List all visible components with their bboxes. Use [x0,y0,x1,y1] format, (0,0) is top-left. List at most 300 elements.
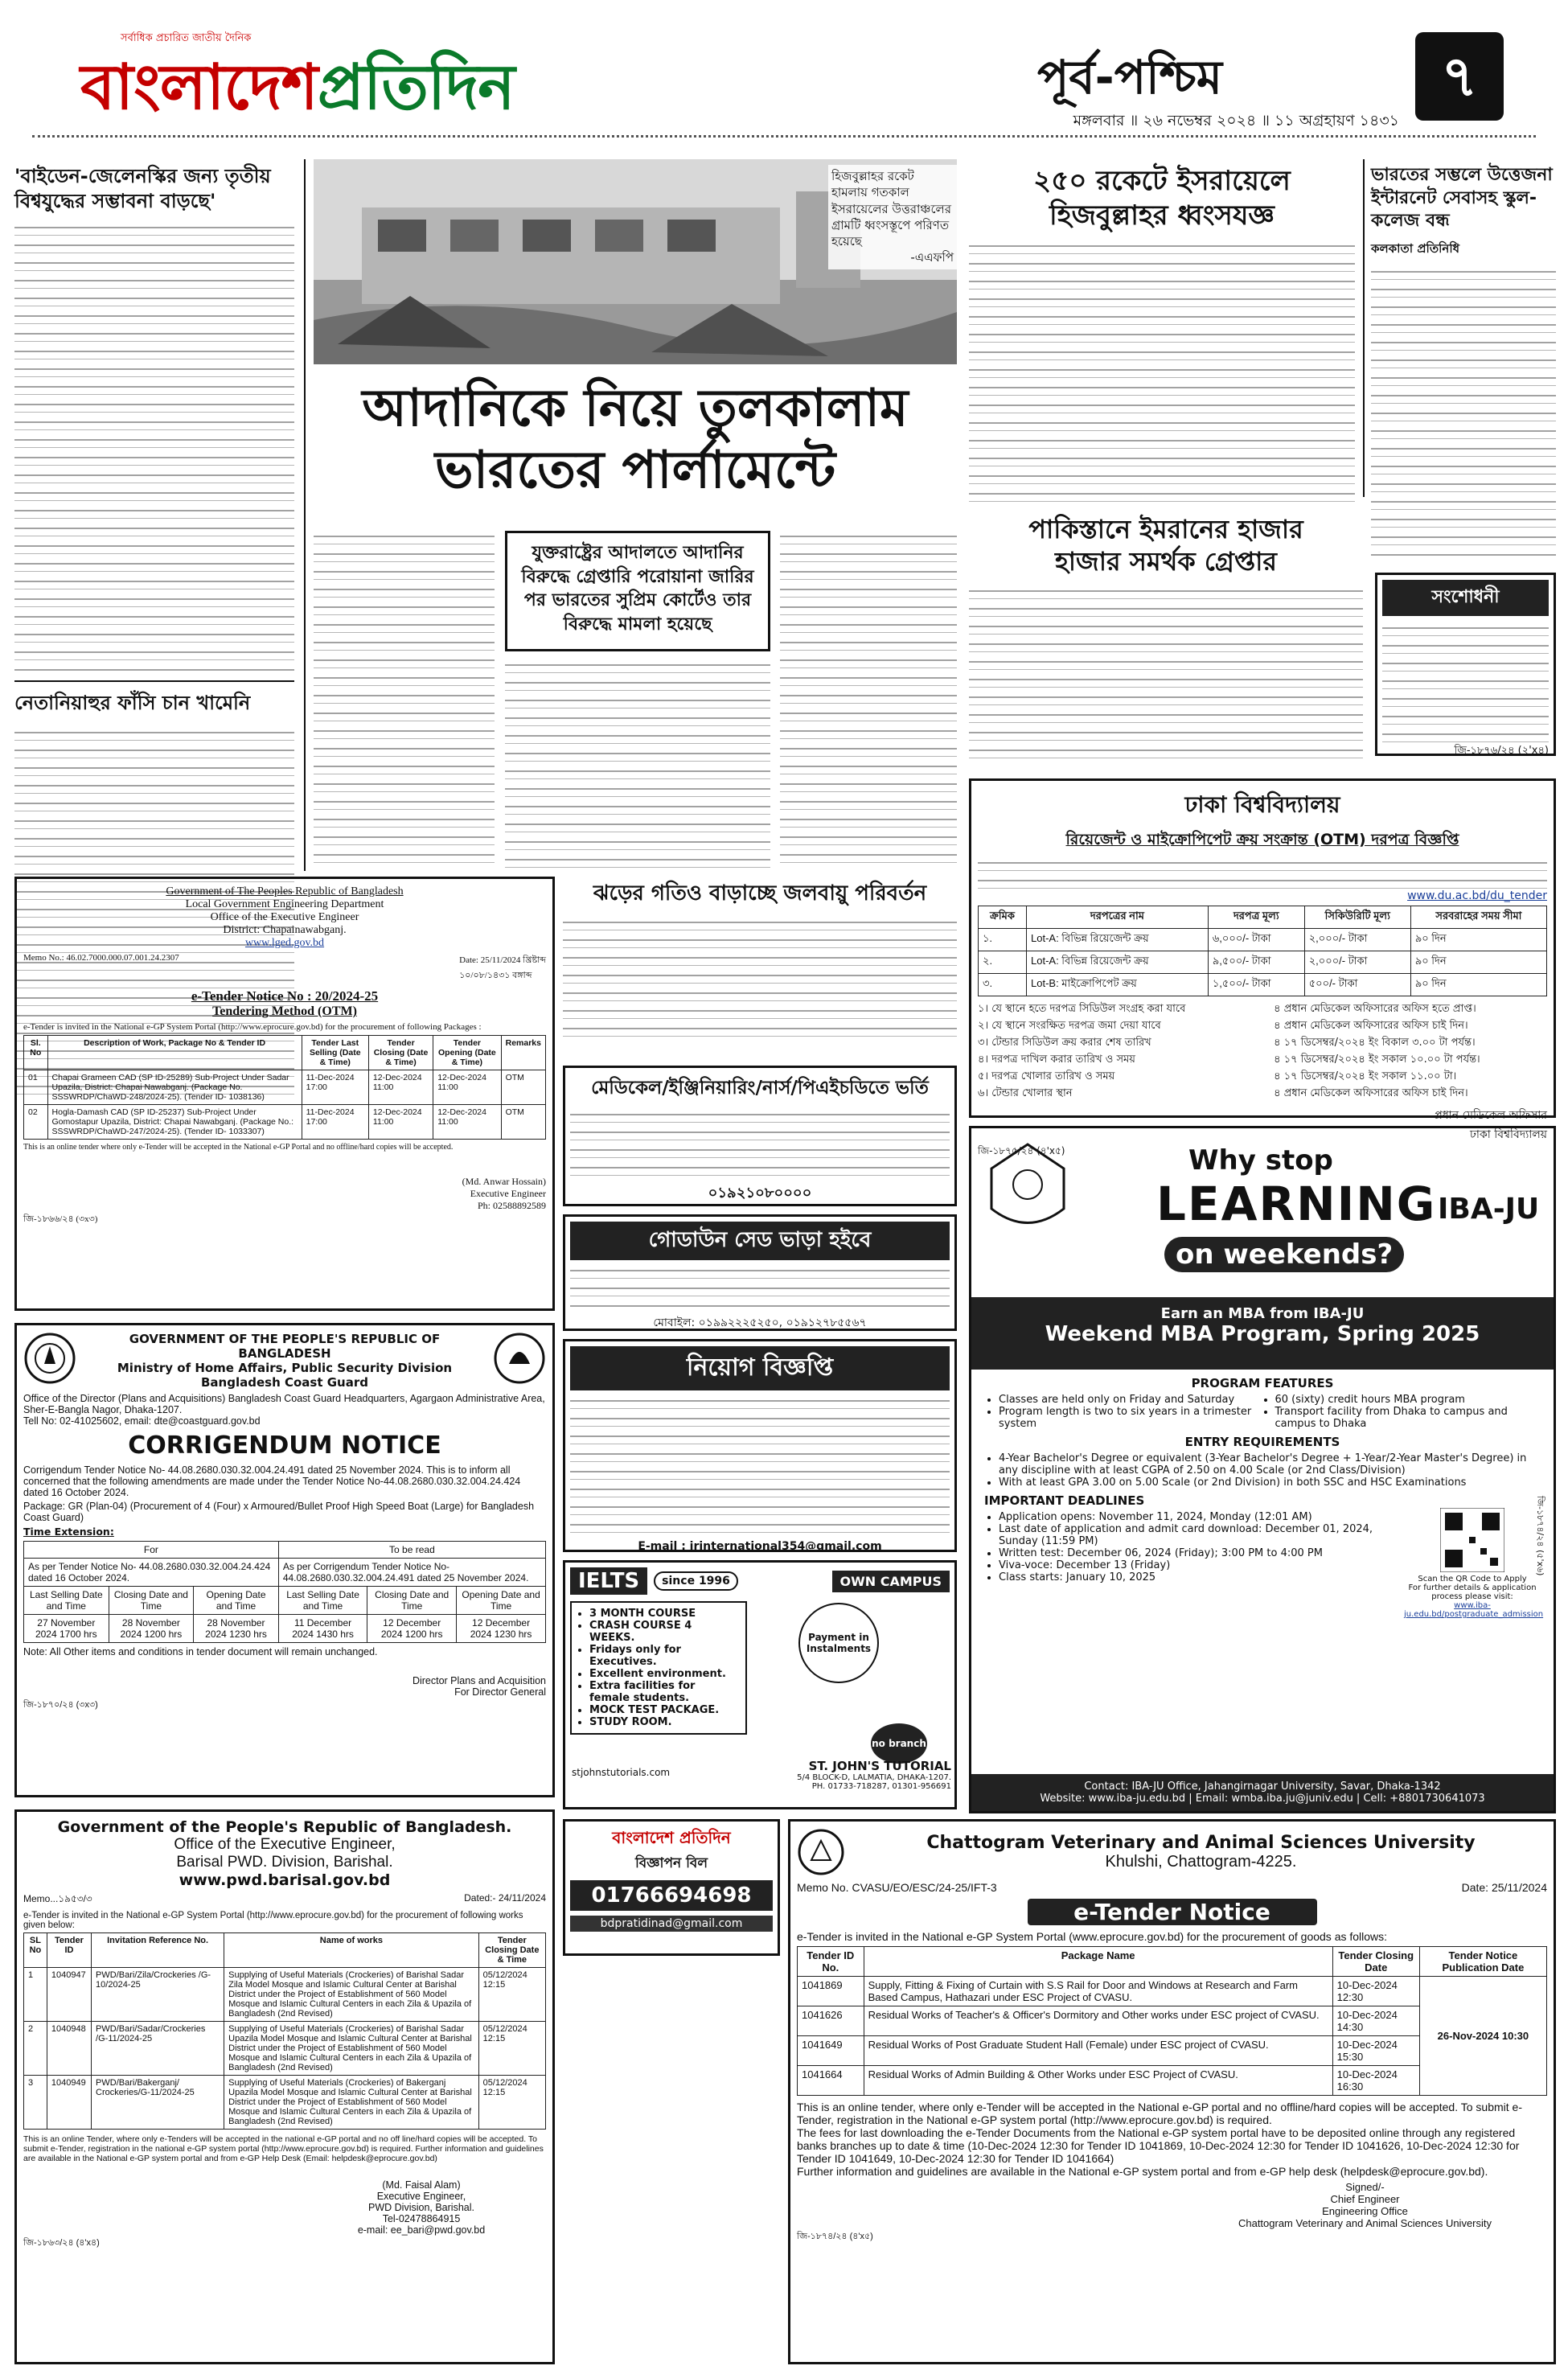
table-cell: ৯০ দিন [1410,951,1546,974]
lged-tender-notice [14,877,555,1311]
table-cell: Supplying of Useful Materials (Crockeries) of Barishal Sadar Upazila Model Mosque and Islamic Cultural Center at Barishal District under the Project of Establishment of 560 Model Mosque and Islamic Cultural Centers in each Zila & Upazila of Bangladesh (2nd Revised) [224,2022,479,2076]
table-header: Tender Closing (Date & Time) [368,1036,433,1070]
table-cell: 1040949 [47,2076,91,2130]
godown-ad [563,1214,957,1331]
dateline: মঙ্গলবার ॥ ২৬ নভেম্বর ২০২৪ ॥ ১১ অগ্রহায়ণ ১৪৩১ [1073,112,1399,129]
logo-part-b: প্রতিদিন [317,51,515,124]
table-header: Remarks [501,1036,545,1070]
table-header: SL No [24,1933,47,1968]
cvasu-location: Khulshi, Chattogram-4225. [1105,1853,1297,1871]
lged-signer-block [23,1176,546,1212]
table-cell: ১. [979,929,1027,951]
coastguard-tel: Tell No: 02-41025602, email: dte@coastguard.gov.bd [23,1415,261,1427]
table-cell: 1040947 [47,1968,91,2022]
lged-table [23,1035,546,1140]
iba-feature: • Program length is two to six years in a trimester system [999,1406,1265,1430]
du-signer-org: ঢাকা বিশ্ববিদ্যালয় [1469,1128,1547,1141]
adani-headline-2: ভারতের পার্লামেন্টে [434,440,836,500]
table-cell: 10-Dec-2024 15:30 [1332,2036,1419,2066]
table-cell: 10-Dec-2024 16:30 [1332,2066,1419,2096]
photo-credit: -এএফপি [910,250,954,265]
cvasu-signer2: Engineering Office [1322,2205,1408,2217]
coastguard-package: Package: GR (Plan-04) (Procurement of 4 (Four) x Armoured/Bullet Proof High Speed Boat (Large) for Bangladesh Coast Guard) [23,1501,535,1523]
table-header: Description of Work, Package No & Tender ID [47,1036,302,1070]
du-schedule [978,1001,1547,1103]
du-title: ঢাকা বিশ্ববিদ্যালয় [1184,791,1340,818]
bp-classified-label: বিজ্ঞাপন বিল [634,1855,708,1871]
recruitment-ad [563,1339,957,1552]
barisal-row [24,1968,546,2022]
coastguard-code: জি-১৮৭০/২৪ (৩x৩) [23,1700,98,1710]
iba-entry-item: • With at least GPA 3.00 on 5.00 Scale (or 2nd Division) in both SSC and HSC Examinations [999,1477,1541,1489]
table-cell: 12-Dec-2024 11:00 [433,1105,501,1140]
table-header: Tender ID [47,1933,91,1968]
barisal-website[interactable]: www.pwd.barisal.gov.bd [179,1871,391,1889]
table-cell: PWD/Bari/Zila/Crockeries /G-10/2024-25 [92,1968,224,2022]
column-rule [1363,159,1365,497]
iba-entry-list [984,1452,1541,1489]
adani-body-col-3 [780,531,957,869]
barisal-row [24,2076,546,2130]
table-cell: PWD/Bari/Bakerganj/ Crockeries/G-11/2024-25 [92,2076,224,2130]
iba-deadline: • Last date of application and admit card download: December 01, 2024, Sunday (11:59 PM) [999,1523,1396,1547]
iba-brand: IBA-JU [1438,1193,1540,1226]
coastguard-title: CORRIGENDUM NOTICE [128,1431,441,1460]
coastguard-note: Note: All Other items and conditions in tender document will remain unchanged. [23,1646,378,1657]
du-schedule-label: ৪। দরপত্র দাখিল করার তারিখ ও সময় [978,1054,1135,1066]
internet-byline: কলকাতা প্রতিনিধি [1371,240,1460,256]
cvasu-publication-date: 26-Nov-2024 10:30 [1419,1977,1546,2096]
ielts-name: ST. JOHN'S TUTORIAL [808,1759,951,1773]
imran-body [969,585,1363,762]
table-cell: ৯,৫০০/- টাকা [1208,951,1304,974]
biden-headline: 'বাইডেন-জেলেনস্কির জন্য তৃতীয় বিশ্বযুদ্ধের সম্ভাবনা বাড়ছে' [14,165,271,213]
masthead [0,0,1568,161]
du-table [978,906,1547,996]
masthead-tagline: সর্বাধিক প্রচারিত জাতীয় দৈনিক [121,32,252,44]
coastguard-signer-title2: For Director General [454,1686,546,1698]
ielts-ad [563,1560,957,1809]
adani-body-col-2 [505,659,770,869]
coastguard-col-head: Closing Date and Time [367,1587,457,1615]
barisal-code: জি-১৮৬৩/২৪ (৪'x৪) [23,2238,100,2248]
iba-qr-note: Scan the QR Code to Apply [1418,1575,1527,1583]
photo-caption [828,165,957,269]
lged-dept: Local Government Engineering Department [185,898,384,910]
bp-classified-email: bdpratidinad@gmail.com [570,1916,773,1932]
table-cell: Lot-A: বিভিন্ন রিয়েজেন্ট ক্রয় [1027,951,1209,974]
lged-website[interactable]: www.lged.gov.bd [244,937,325,949]
coastguard-for-value: 28 November 2024 1230 hrs [194,1615,279,1643]
lged-office: Office of the Executive Engineer [210,911,359,923]
ielts-payment-badge: Payment in Instalments [798,1603,879,1683]
ielts-feature: • Fridays only for Executives. [589,1644,737,1668]
table-cell: 1041869 [798,1977,864,2006]
table-cell: ২,০০০/- টাকা [1304,951,1410,974]
lged-signer-title: Executive Engineer [470,1188,546,1199]
table-cell: 1041649 [798,2036,864,2066]
table-header: Sl. No [24,1036,48,1070]
table-header: Tender Closing Date & Time [478,1933,545,1968]
table-cell: ৯০ দিন [1410,974,1546,996]
netanyahu-headline: নেতানিয়াহুর ফাঁসি চান খামেনি [14,680,294,721]
cvasu-header [797,1828,1547,1876]
ielts-badge: IELTS [570,1567,647,1595]
iba-deadline-row [984,1508,1544,1619]
lged-gov: Government of The Peoples Republic of Bangladesh [166,885,404,897]
table-header: দরপত্র মূল্য [1208,906,1304,929]
iba-qr-block [1404,1508,1544,1619]
cvasu-tender [788,1819,1556,2364]
cvasu-name: Chattogram Veterinary and Animal Sciences University [926,1833,1476,1853]
du-website[interactable]: www.du.ac.bd/du_tender [1407,889,1547,902]
table-cell: Residual Works of Post Graduate Student Hall (Female) under ESC project of CVASU. [864,2036,1332,2066]
du-schedule-value: ৪ ১৭ ডিসেম্বর/২০২৪ ইং বিকাল ৩.০০ টা পর্যন্ত। [1274,1037,1476,1049]
lged-date-bn: ১০/০৮/১৪৩১ বঙ্গাব্দ [459,971,532,980]
iba-headline-2: LEARNING [1156,1177,1437,1231]
newspaper-logo [80,39,515,143]
cvasu-code: জি-১৮৭৪/২৪ (৪'x৫) [797,2232,873,2241]
adani-headline-block [314,378,957,523]
table-cell: 05/12/2024 12:15 [478,2076,545,2130]
imran-story [969,513,1363,770]
table-cell: ২. [979,951,1027,974]
du-row [979,929,1547,951]
coastguard-corrigendum [14,1323,555,1797]
table-cell: Supplying of Useful Materials (Crockeries) of Bakerganj Upazila Model Mosque and Islamic Cultural Center at Barishal District under the Project of Establishment of 560 Model Mosque and Islamic Cultural Centers in each Zila & Upazila of Bangladesh (2nd Revised) [224,2076,479,2130]
coastguard-office: Office of the Director (Plans and Acquisitions) Bangladesh Coast Guard Headquarters, Agargaon Administrative Area, Sher-E-Bangla Nagor, Dhaka-1207. [23,1393,545,1415]
table-cell: Residual Works of Admin Building & Other Works under ESC Project of CVASU. [864,2066,1332,2096]
lged-date-label: Date: [459,955,478,965]
table-header: Tender Notice Publication Date [1419,1947,1546,1977]
du-schedule-row [978,1001,1547,1018]
recruit-body [570,1395,950,1540]
section-label: পূর্ব-পশ্চিম [1037,50,1222,105]
barisal-gov: Government of the People's Republic of Bangladesh. [57,1818,512,1836]
table-cell: Lot-B: মাইক্রোপিপেট ক্রয় [1027,974,1209,996]
adani-body-col-1 [314,531,495,869]
correction-body [1382,622,1549,743]
cvasu-body-2: The fees for last downloading the e-Tender Documents from the National e-GP system portal have to be deposited online through any registered banks branches up to date & time (10-Dec-2024 12:30 for Tender ID 1041869, 10-Dec-2024 12:30 for Tender ID 1041626, 10-Dec-2024 12:30 for Tender ID 1041649, 10-Dec-2024 12:30 for Tender ID 1041664) [797,2126,1520,2165]
imran-headline-1: পাকিস্তানে ইমরানের হাজার [1028,514,1303,544]
iba-deadline: • Written test: December 06, 2024 (Friday); 3:00 PM to 4:00 PM [999,1547,1396,1559]
table-cell: 05/12/2024 12:15 [478,1968,545,2022]
barisal-signer-title: Executive Engineer, [376,2191,466,2202]
cvasu-body-1: This is an online tender, where only e-Tender will be accepted in the National e-GP portal and no offline/hard copies will be accepted. To submit e-Tender, registration in the National e-GP system portal (http://www.eprocure.gov.bd) is required. [797,2101,1522,2126]
coastguard-col-head: Last Selling Date and Time [278,1587,367,1615]
table-cell: ৫০০/- টাকা [1304,974,1410,996]
barisal-table [23,1932,546,2130]
coastguard-signer [23,1675,546,1698]
internet-body [1371,266,1556,556]
lged-phone: Ph: 02588892589 [477,1200,546,1211]
du-subtitle: রিয়েজেন্ট ও মাইক্রোপিপেট ক্রয় সংক্রান্ত (OTM) দরপত্র বিজ্ঞপ্তি [1065,831,1459,848]
barisal-tel: Tel-02478864915 [382,2213,461,2224]
climate-body [563,917,957,1045]
cvasu-body-3: Further information and guidelines are available in the National e-GP system portal and from e-GP help desk (helpdesk@eprocure.gov.bd). [797,2165,1488,2178]
lged-code: জি-১৮৬৬/২৪ (৩x৩) [23,1214,98,1224]
iba-headline-1: Why stop [1188,1144,1333,1177]
coastguard-for-head: For [24,1542,279,1559]
table-header: ক্রমিক [979,906,1027,929]
cvasu-signer-block [1183,2181,1547,2229]
hezbollah-headline-2: হিজবুল্লাহর ধ্বংসযজ্ঞ [1049,199,1275,232]
table-cell: 1040948 [47,2022,91,2076]
du-schedule-value: ৪ ১৭ ডিসেম্বর/২০২৪ ইং সকাল ১১.০০ টা। [1274,1070,1457,1082]
ielts-feature: • CRASH COURSE 4 WEEKS. [589,1620,737,1644]
iba-details-note: For further details & application process please visit: [1408,1583,1537,1601]
godown-phone: মোবাইল: ০১৯৯২২২৫২৫০, ০১৯১২৭৮৫৫৬৭ [653,1316,867,1329]
iba-deadline: • Viva-voce: December 13 (Friday) [999,1559,1396,1571]
table-cell: Hogla-Damash CAD (SP ID-25237) Sub-Project Under Gomostapur Upazila, District: Chapai Nawabganj. (Package No.: SSSWRDP/ChaWD-247/2024-25). (Tender ID- 1033307) [47,1105,302,1140]
page-number: ৭ [1415,32,1504,121]
coastguard-body: Corrigendum Tender Notice No- 44.08.2680.030.32.004.24.491 dated 25 November 2024. This is to inform all concerned that the following amendments are made under the Tender Notice No-44.08.2680.030.32.004.24.424 dated 16 October 2024. [23,1464,521,1498]
table-header: Tender Opening (Date & Time) [433,1036,501,1070]
table-cell: 12-Dec-2024 11:00 [433,1070,501,1105]
table-header: সিকিউরিটি মূল্য [1304,906,1410,929]
iba-ju-ad [969,1126,1556,1813]
medical-admission-ad [563,1066,957,1206]
godown-title: গোডাউন সেড ভাড়া হইবে [570,1222,950,1260]
barisal-memo: Memo...১৯৫৩/৩ [23,1893,92,1904]
barisal-foot: This is an online Tender, where only e-Tenders will be accepted in the national e-GP portal and no off line/hard copies will be accepted. To submit e-Tender, registration in the national e-GP system portal (http://www.eprocure.gov.bd) is required. Further information and guidelines are available in the National e-GP system portal and from e-GP Help Desk (Email: helpdesk@eprocure.gov.bd) [23,2134,544,2163]
lged-district: District: Chapainawabganj. [223,924,347,936]
ielts-nobranch-badge: no branch [871,1723,927,1764]
du-row [979,951,1547,974]
ielts-contact [774,1759,951,1791]
table-cell: Residual Works of Teacher's & Officer's Dormitory and Other works under ESC project of CVASU. [864,2006,1332,2036]
table-cell: PWD/Bari/Sadar/Crockeries /G-11/2024-25 [92,2022,224,2076]
coastguard-col-head: Closing Date and Time [109,1587,194,1615]
iba-entry-title: ENTRY REQUIREMENTS [1184,1435,1340,1449]
table-cell: 11-Dec-2024 17:00 [302,1105,368,1140]
cvasu-title: e-Tender Notice [1028,1899,1317,1925]
recruit-title: নিয়োগ বিজ্ঞপ্তি [570,1346,950,1390]
coastguard-time-ext: Time Extension: [23,1526,114,1538]
lged-subtitle: Tendering Method (OTM) [212,1004,357,1018]
du-schedule-label: ৩। টেন্ডার সিডিউল ক্রয় করার শেষ তারিখ [978,1037,1151,1049]
iba-feature: • 60 (sixty) credit hours MBA program [1275,1394,1541,1406]
du-tender-notice [969,778,1556,1156]
masthead-divider [32,135,1536,138]
ielts-feature: • Extra facilities for female students. [589,1680,737,1704]
table-cell: 1 [24,1968,47,2022]
table-header: দরপত্রের নাম [1027,906,1209,929]
internet-headline: ভারতের সম্ভলে উত্তেজনা ইন্টারনেট সেবাসহ স্কুল-কলেজ বন্ধ [1371,165,1553,232]
table-cell: 1041626 [798,2006,864,2036]
ielts-since: since 1996 [654,1571,738,1591]
ielts-feature-list [570,1601,747,1735]
column-rule [304,159,306,871]
iba-website: Website: www.iba-ju.edu.bd | Email: wmba.iba.ju@juniv.edu | Cell: +8801730641073 [1040,1793,1485,1805]
coastguard-for-value: 27 November 2024 1700 hrs [24,1615,109,1643]
du-schedule-value: ৪ প্রধান মেডিকেল অফিসারের অফিস চাই দিন। [1274,1020,1468,1032]
lged-signer: (Md. Anwar Hossain) [462,1176,546,1187]
iba-program: Weekend MBA Program, Spring 2025 [1045,1322,1480,1346]
table-cell: Lot-A: বিভিন্ন রিয়েজেন্ট ক্রয় [1027,929,1209,951]
recruit-email: E-mail : jrinternational354@gmail.com [638,1540,882,1553]
lged-row [24,1070,546,1105]
iba-headline-3: on weekends? [1164,1237,1404,1272]
university-logo-icon [979,1136,1076,1241]
logo-part-a: বাংলাদেশ [80,51,318,124]
table-cell: Supplying of Useful Materials (Crockeries) of Barishal Sadar Zila Model Mosque and Islamic Cultural Center at Barishal District under the Project of Establishment of 560 Model Mosque and Islamic Cultural Centers in each Zila & Upazila of Bangladesh (2nd Revised) [224,1968,479,2022]
iba-feature: • Classes are held only on Friday and Saturday [999,1394,1265,1406]
table-header: Tender Closing Date [1332,1947,1419,1977]
table-cell: 02 [24,1105,48,1140]
du-row [979,974,1547,996]
table-cell: 12-Dec-2024 11:00 [368,1070,433,1105]
medical-ad-body [570,1109,950,1181]
barisal-pwd-tender [14,1809,555,2364]
table-cell: 10-Dec-2024 14:30 [1332,2006,1419,2036]
coastguard-gov: GOVERNMENT OF THE PEOPLE'S REPUBLIC OF BANGLADESH [129,1332,441,1361]
table-cell: 3 [24,2076,47,2130]
ielts-feature: • Excellent environment. [589,1668,737,1680]
barisal-row [24,2022,546,2076]
internet-story [1371,159,1556,569]
du-schedule-row [978,1035,1547,1052]
iba-code: জি-১৮৭৪/২৪ (৫'x৬) [1535,1496,1545,1576]
correction-code: জি-১৮৭৬/২৪ (২'x৪) [1454,745,1549,757]
qr-code-icon[interactable] [1440,1508,1504,1572]
table-header: সরবরাহের সময় সীমা [1410,906,1546,929]
coastguard-for-text: As per Tender Notice No- 44.08.2680.030.32.004.24.424 dated 16 October 2024. [24,1559,279,1587]
du-schedule-value: ৪ ১৭ ডিসেম্বর/২০২৪ ইং সকাল ১০.০০ টা পর্যন্ত। [1274,1054,1480,1066]
lged-memo-row [23,953,546,984]
climate-headline: ঝড়ের গতিও বাড়াচ্ছে জলবায়ু পরিবর্তন [593,881,927,906]
table-header: Invitation Reference No. [92,1933,224,1968]
iba-program-band [971,1297,1554,1370]
table-header: Name of works [224,1933,479,1968]
cvasu-logo-icon [797,1828,845,1876]
du-schedule-value: ৪ প্রধান মেডিকেল অফিসারের অফিস হতে প্রাপ্ত। [1274,1003,1476,1015]
cvasu-memo-row [797,1881,1547,1894]
iba-deadline: • Class starts: January 10, 2025 [999,1571,1396,1583]
ielts-feature: • MOCK TEST PACKAGE. [589,1704,737,1716]
coastguard-read-value: 11 December 2024 1430 hrs [278,1615,367,1643]
table-cell: OTM [501,1105,545,1140]
iba-details [971,1370,1554,1625]
du-schedule-row [978,1018,1547,1035]
du-schedule-row [978,1069,1547,1086]
iba-details-url[interactable]: www.iba-ju.edu.bd/postgraduate_admission [1404,1601,1544,1619]
bp-classified-logo-text: বাংলাদেশ প্রতিদিন [612,1828,731,1847]
coastguard-col-head: Opening Date and Time [194,1587,279,1615]
table-cell: ৬,০০০/- টাকা [1208,929,1304,951]
hezbollah-story [969,159,1355,505]
iba-contact: Contact: IBA-JU Office, Jahangirnagar University, Savar, Dhaka-1342 [1084,1780,1441,1793]
barisal-signer: (Md. Faisal Alam) [382,2179,461,2191]
barisal-signer-block [297,2179,546,2236]
table-cell: 10-Dec-2024 12:30 [1332,1977,1419,2006]
table-cell: OTM [501,1070,545,1105]
iba-feature: • Transport facility from Dhaka to campus and campus to Dhaka [1275,1406,1541,1430]
cvasu-heading [855,1833,1547,1871]
ielts-feature: • 3 MONTH COURSE [589,1608,737,1620]
cvasu-table [797,1946,1547,2096]
table-cell: ৯০ দিন [1410,929,1546,951]
ielts-address: 5/4 BLOCK-D, LALMATIA, DHAKA-1207. [797,1773,951,1782]
imran-headline-2: হাজার সমর্থক গ্রেপ্তার [1054,546,1278,577]
coastguard-read-head: To be read [278,1542,545,1559]
correction-notice [1375,573,1556,756]
hezbollah-body [969,240,1355,506]
iba-deadlines-title: IMPORTANT DEADLINES [984,1493,1145,1508]
adani-headline-1: আদানিকে নিয়ে তুলকালাম [362,379,909,438]
table-header: Package Name [864,1947,1332,1977]
table-cell: ২,০০০/- টাকা [1304,929,1410,951]
coastguard-read-value: 12 December 2024 1230 hrs [457,1615,546,1643]
cvasu-memo: Memo No. CVASU/EO/ESC/24-25/IFT-3 [797,1881,997,1894]
correction-title: সংশোধনী [1382,580,1549,616]
iba-contact-band [971,1774,1554,1811]
table-cell: 2 [24,2022,47,2076]
du-schedule-label: ৫। দরপত্র খোলার তারিখ ও সময় [978,1070,1115,1082]
bp-classified-phone: 01766694698 [570,1880,773,1911]
cvasu-row [798,1977,1547,2006]
adani-pullquote-text: যুক্তরাষ্ট্রের আদালতে আদানির বিরুদ্ধে গ্রেপ্তারি পরোয়ানা জারির পর ভারতের সুপ্রিম কোর্টেও তার বিরুদ্ধে মামলা হয়েছে [521,543,754,635]
lged-intro: e-Tender is invited in the National e-GP System Portal (http://www.eprocure.gov.bd) for the procurement of following Packages : [23,1022,482,1032]
barisal-date: Dated:- 24/11/2024 [464,1892,546,1904]
du-signer-title: প্রধান মেডিকেল অফিসার [1434,1109,1547,1122]
godown-body [570,1265,950,1313]
table-cell: ১,৫০০/- টাকা [1208,974,1304,996]
bangladesh-emblem-icon [493,1332,546,1385]
iba-earn: Earn an MBA from IBA-JU [1160,1305,1365,1322]
lged-row [24,1105,546,1140]
du-schedule-row [978,1086,1547,1103]
bp-classified-ad [563,1819,780,1956]
cvasu-date: Date: 25/11/2024 [1461,1881,1547,1894]
du-schedule-row [978,1052,1547,1069]
table-cell: 12-Dec-2024 11:00 [368,1105,433,1140]
iba-hero [971,1128,1554,1297]
ielts-feature: • STUDY ROOM. [589,1716,737,1728]
iba-deadline-list [984,1511,1396,1616]
ielts-header [570,1567,950,1595]
coastguard-read-value: 12 December 2024 1200 hrs [367,1615,457,1643]
coastguard-for-value: 28 November 2024 1200 hrs [109,1615,194,1643]
biden-body [14,222,294,672]
lged-date-en: 25/11/2024 খ্রিষ্টাব্দ [480,955,546,965]
coastguard-read-text: As per Corrigendum Tender Notice No- 44.08.2680.030.32.004.24.491 dated 25 November 2024. [278,1559,545,1587]
barisal-email: e-mail: ee_bari@pwd.gov.bd [357,2224,486,2236]
climate-story [563,877,957,1045]
table-cell: Chapai Grameen CAD (SP ID-25289) Sub-Project Under Sadar Upazila, District: Chapai Nawabganj. (Package No. SSSWRDP/ChaWD-248/2024-25). (Tender ID- 1038136) [47,1070,302,1105]
medical-ad-title: মেডিকেল/ইঞ্জিনিয়ারিং/নার্স/পিএইচডিতে ভর্তি [591,1078,929,1099]
barisal-memo-row [23,1892,546,1908]
table-cell: 01 [24,1070,48,1105]
barisal-signer-div: PWD Division, Barishal. [368,2202,474,2213]
coastguard-signer-title: Director Plans and Acquisition [412,1675,546,1686]
coastguard-col-head: Opening Date and Time [457,1587,546,1615]
cvasu-intro: e-Tender is invited in the National e-GP System Portal (www.eprocure.gov.bd) for the procurement of goods as follows: [797,1930,1388,1943]
lged-title: e-Tender Notice No : 20/2024-25 [191,988,379,1004]
table-cell: 11-Dec-2024 17:00 [302,1070,368,1105]
du-schedule-label: ৬। টেন্ডার খোলার স্থান [978,1087,1073,1099]
du-schedule-label: ২। যে স্থানে সংরক্ষিত দরপত্র জমা দেয়া যাবে [978,1020,1161,1032]
cvasu-signer3: Chattogram Veterinary and Animal Sciences University [1238,2217,1492,2229]
lged-date [459,953,546,984]
coastguard-emblem-icon [23,1332,76,1385]
iba-entry-item: • 4-Year Bachelor's Degree or equivalent (3-Year Bachelor's Degree + 1-Year/2-Year Master's Degree) in any discipline with at least CGPA of 2.50 on 4.00 Scale (or 2nd Class/Division) [999,1452,1541,1477]
table-cell: 05/12/2024 12:15 [478,2022,545,2076]
du-code: জি-১৮৭৫/২৪ (৪'x৫) [978,1145,1065,1156]
coastguard-table [23,1541,546,1643]
table-header: Tender Last Selling (Date & Time) [302,1036,368,1070]
du-intro [978,857,1547,889]
